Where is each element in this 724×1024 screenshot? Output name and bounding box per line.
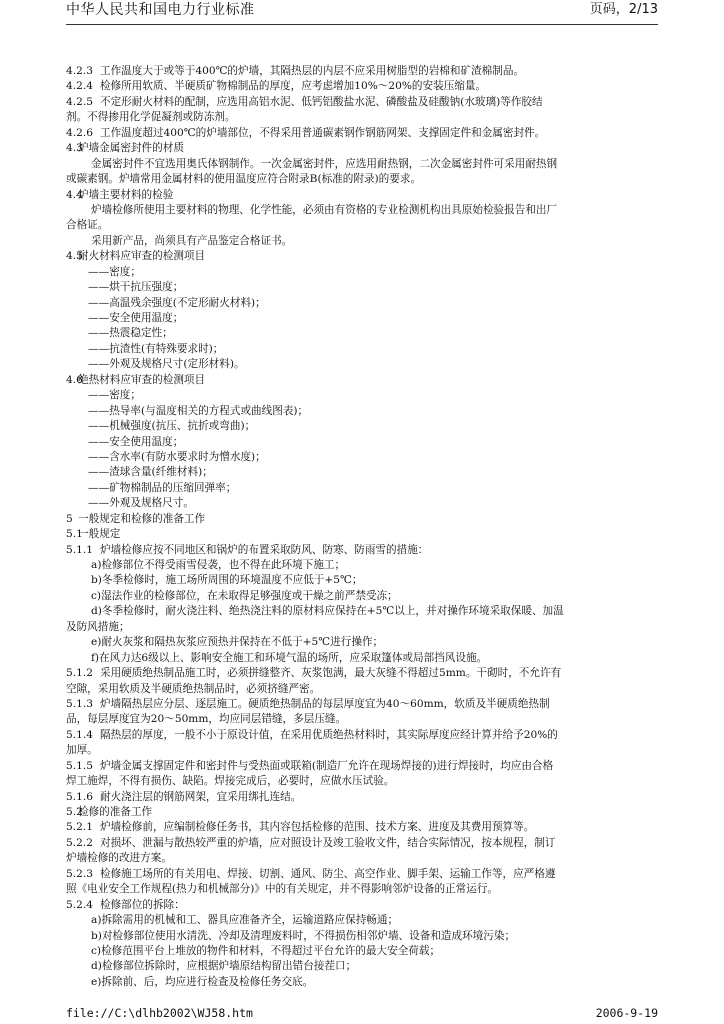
list-item: ——外观及规格尺寸(定形材料)。 <box>88 358 245 371</box>
clause-number: 5.2.3 <box>66 867 93 880</box>
paragraph-text: 采用新产品，尚须具有产品鉴定合格证书。 <box>91 234 293 247</box>
paragraph-text: 炉墙检修的改进方案。 <box>66 852 172 865</box>
text-line <box>66 280 660 295</box>
text-line <box>66 589 660 604</box>
text-line <box>66 265 660 280</box>
paragraph-text: 照《电业安全工作规程(热力和机械部分)》中的有关规定，并不得影响邻炉设备的正常运行。 <box>66 883 499 896</box>
paragraph-text: f)在风力达6级以上、影响安全施工和环境气温的场所，应采取篷体或局部挡风设施。 <box>91 651 488 664</box>
clause-text: 炉墙检修前，应编制检修任务书，其内容包括检修的范围、技术方案、进度及其费用预算等。 <box>100 821 535 834</box>
text-line <box>66 64 660 79</box>
section-heading: 一般规定 <box>78 528 121 541</box>
list-item: ——安全使用温度； <box>88 435 184 448</box>
text-line <box>66 527 660 542</box>
list-item: ——密度； <box>88 389 141 402</box>
text-line <box>66 759 660 774</box>
text-line <box>66 326 660 341</box>
list-item: ——热导率(与温度相关的方程式或曲线图表)； <box>88 404 309 417</box>
clause-text: 耐火浇注层的钢筋网架，宜采用绑扎连结。 <box>100 790 302 803</box>
text-line <box>66 296 660 311</box>
paragraph-text: e)耐火灰浆和隔热灰浆应预热并保持在不低于+5℃进行操作； <box>91 636 384 649</box>
text-line <box>66 342 660 357</box>
text-line <box>66 311 660 326</box>
clause-number: 4.4 <box>66 188 83 201</box>
text-line <box>66 728 660 743</box>
text-line <box>66 465 660 480</box>
paragraph-text: b)对检修部位使用水清洗、冷却及清理废料时，不得损伤相邻炉墙、设备和造成环境污染； <box>91 929 516 942</box>
clause-text: 炉墙检修应按不同地区和锅炉的布置采取防风、防寒、防雨雪的措施： <box>100 543 429 556</box>
clause-number: 5.1.5 <box>66 759 93 772</box>
text-line <box>66 944 660 959</box>
text-line <box>66 790 660 805</box>
clause-number: 4.2.5 <box>66 95 93 108</box>
text-line <box>66 481 660 496</box>
text-line <box>66 373 660 388</box>
clause-number: 4.2.4 <box>66 80 93 93</box>
text-line <box>66 95 660 110</box>
text-line <box>66 79 660 94</box>
text-line <box>66 836 660 851</box>
list-item: ——矿物棉制品的压缩回弹率； <box>88 481 237 494</box>
list-item: ——高温残余强度(不定形耐火材料)； <box>88 296 266 309</box>
text-line <box>66 450 660 465</box>
paragraph-text: c)检修范围平台上堆放的物件和材料，不得超过平台允许的最大安全荷载； <box>91 944 441 957</box>
text-line <box>66 635 660 650</box>
list-item: ——外观及规格尺寸。 <box>88 497 194 510</box>
text-line <box>66 805 660 820</box>
text-line <box>66 126 660 141</box>
paragraph-text: e)拆除前、后，均应进行检查及检修任务交底。 <box>91 975 314 988</box>
paragraph-text: 空隙，采用软质及半硬质绝热制品时，必须挤缝严密。 <box>66 682 321 695</box>
clause-text: 检修部位的拆除： <box>100 898 185 911</box>
paragraph-text: 合格证。 <box>66 219 109 232</box>
section-heading: 一般规定和检修的准备工作 <box>78 512 206 525</box>
text-line <box>66 712 660 727</box>
clause-text: 检修施工场所的有关用电、焊接、切割、通风、防尘、高空作业、脚手架、运输工作等，应严格遵 <box>100 867 556 880</box>
clause-number: 5.2 <box>66 806 83 818</box>
text-line <box>66 172 660 187</box>
list-item: ——密度； <box>88 265 141 278</box>
clause-text: 工作温度超过400℃的炉墙部位，不得采用普通碳素钢作钢筋网架、支撑固定件和金属密封件。 <box>100 126 546 139</box>
text-line <box>66 682 660 697</box>
text-line <box>66 419 660 434</box>
paragraph-text: 或碳素钢。炉墙常用金属材料的使用温度应符合附录B(标准的附录)的要求。 <box>66 173 422 186</box>
clause-number: 5 <box>66 512 73 525</box>
section-heading: 炉墙主要材料的检验 <box>78 188 174 201</box>
text-line <box>66 697 660 712</box>
paragraph-text: b)冬季检修时，施工场所周围的环境温度不应低于+5℃； <box>91 574 363 587</box>
text-line <box>66 249 660 264</box>
clause-number: 5.1.1 <box>66 543 93 556</box>
list-item: ——热震稳定性； <box>88 327 173 340</box>
list-item: ——机械强度(抗压、抗折或弯曲)； <box>88 420 256 433</box>
clause-text: 工作温度大于或等于400℃的炉墙，其隔热层的内层不应采用树脂型的岩棉和矿渣棉制品。 <box>100 65 525 77</box>
text-line <box>66 188 660 203</box>
paragraph-text: a)拆除需用的机械和工、器具应准备齐全，运输道路应保持畅通； <box>91 914 399 927</box>
clause-number: 5.1.6 <box>66 790 93 803</box>
clause-text: 采用硬质绝热制品施工时，必须拼缝整齐、灰浆饱满，最大灰缝不得超过5mm。干砌时，不允许有 <box>100 667 562 680</box>
paragraph-text: c)湿法作业的检修部位，在未取得足够强度或干燥之前严禁受冻； <box>91 589 398 602</box>
clause-number: 5.1.2 <box>66 667 93 680</box>
text-line <box>66 218 660 233</box>
section-heading: 炉墙金属密封件的材质 <box>78 142 184 155</box>
clause-text: 不定形耐火材料的配制，应选用高铝水泥、低钙铝酸盐水泥、磷酸盐及硅酸钠(水玻璃)等作胶结 <box>100 95 543 108</box>
paragraph-text: d)检修部位拆除时，应根据炉墙原结构留出错台接茬口； <box>91 960 357 973</box>
page-header <box>66 0 658 25</box>
clause-text: 炉墙金属支撑固定件和密封件与受热面或联箱(制造厂允许在现场焊接的)进行焊接时，均应由合格 <box>100 759 554 772</box>
text-line <box>66 975 660 990</box>
text-line <box>66 543 660 558</box>
list-item: ——烘干抗压强度； <box>88 281 184 294</box>
paragraph-text: d)冬季检修时，耐火浇注料、绝热浇注料的原材料应保持在+5℃以上，并对操作环境采取保暖、加温 <box>91 605 564 618</box>
text-line <box>66 388 660 403</box>
list-item: ——渣球含量(纤维材料)； <box>88 466 213 479</box>
paragraph-text: 炉墙检修所使用主要材料的物理、化学性能，必须由有资格的专业检测机构出具原始检验报告和出厂 <box>91 203 558 216</box>
clause-text: 检修所用软质、半硬质矿物棉制品的厚度，应考虑增加10%～20%的安装压缩量。 <box>100 80 487 93</box>
text-line <box>66 512 660 527</box>
text-line <box>66 851 660 866</box>
print-date: 2006-9-19 <box>595 1006 658 1020</box>
paragraph-text: a)检修部位不得受雨雪侵袭，也不得在此环境下施工； <box>91 559 346 571</box>
text-line <box>66 820 660 835</box>
paragraph-text: 焊工施焊，不得有损伤、缺陷。焊接完成后，必要时，应做水压试验。 <box>66 775 395 788</box>
text-line <box>66 620 660 635</box>
paragraph-text: 及防风措施； <box>66 620 130 633</box>
text-line <box>66 898 660 913</box>
section-heading: 绝热材料应审查的检测项目 <box>78 373 206 386</box>
text-line <box>66 404 660 419</box>
clause-text: 炉墙隔热层应分层、逐层施工。硬质绝热制品的每层厚度宜为40～60mm，软质及半硬质绝热制 <box>100 697 550 710</box>
standard-title: 中华人民共和国电力行业标准 <box>66 2 255 18</box>
list-item: ——安全使用温度； <box>88 312 184 324</box>
text-line <box>66 234 660 249</box>
paragraph-text: 金属密封件不宜选用奥氏体钢制作。一次金属密封件，应选用耐热钢，二次金属密封件可采用耐热钢 <box>91 157 558 170</box>
text-line <box>66 435 660 450</box>
clause-number: 4.5 <box>66 250 83 263</box>
clause-number: 4.6 <box>66 373 83 386</box>
section-heading: 耐火材料应审查的检测项目 <box>78 250 206 263</box>
paragraph-text: 剂。不得掺用化学促凝剂或防冻剂。 <box>66 111 236 124</box>
text-line <box>66 203 660 218</box>
text-line <box>66 929 660 944</box>
text-line <box>66 666 660 681</box>
document-body <box>66 64 660 990</box>
text-line <box>66 867 660 882</box>
paragraph-text: 加厚。 <box>66 744 98 757</box>
clause-number: 5.1.3 <box>66 697 93 710</box>
clause-number: 4.2.3 <box>66 65 93 77</box>
clause-number: 5.2.4 <box>66 898 93 911</box>
clause-number: 4.3 <box>66 142 83 155</box>
text-line <box>66 651 660 666</box>
clause-number: 5.1 <box>66 528 83 541</box>
text-line <box>66 357 660 372</box>
clause-number: 4.2.6 <box>66 126 93 139</box>
clause-number: 5.2.1 <box>66 821 93 834</box>
list-item: ——含水率(有防水要求时为憎水度)； <box>88 450 266 463</box>
clause-text: 对损坏、泄漏与散热较严重的炉墙，应对照设计及竣工验收文件，结合实际情况，按本规程，制订 <box>100 836 556 849</box>
page-number: 页码，2/13 <box>589 2 658 17</box>
text-line <box>66 743 660 758</box>
text-line <box>66 157 660 172</box>
section-heading: 检修的准备工作 <box>78 806 153 818</box>
text-line <box>66 774 660 789</box>
paragraph-text: 品，每层厚度宜为20～50mm，均应同层错缝，多层压缝。 <box>66 713 347 726</box>
file-path: file://C:\dlhb2002\WJ58.htm <box>66 1006 253 1020</box>
text-line <box>66 959 660 974</box>
text-line <box>66 573 660 588</box>
clause-text: 隔热层的厚度，一般不小于原设计值，在采用优质绝热材料时，其实际厚度应经计算并给予20%的 <box>100 728 558 741</box>
clause-number: 5.2.2 <box>66 836 93 849</box>
text-line <box>66 882 660 897</box>
clause-number: 5.1.4 <box>66 728 93 741</box>
text-line <box>66 913 660 928</box>
text-line <box>66 110 660 125</box>
text-line <box>66 141 660 156</box>
text-line <box>66 496 660 511</box>
page-footer <box>66 1006 658 1022</box>
text-line <box>66 558 660 573</box>
list-item: ——抗渣性(有特殊要求时)； <box>88 342 224 355</box>
text-line <box>66 604 660 619</box>
